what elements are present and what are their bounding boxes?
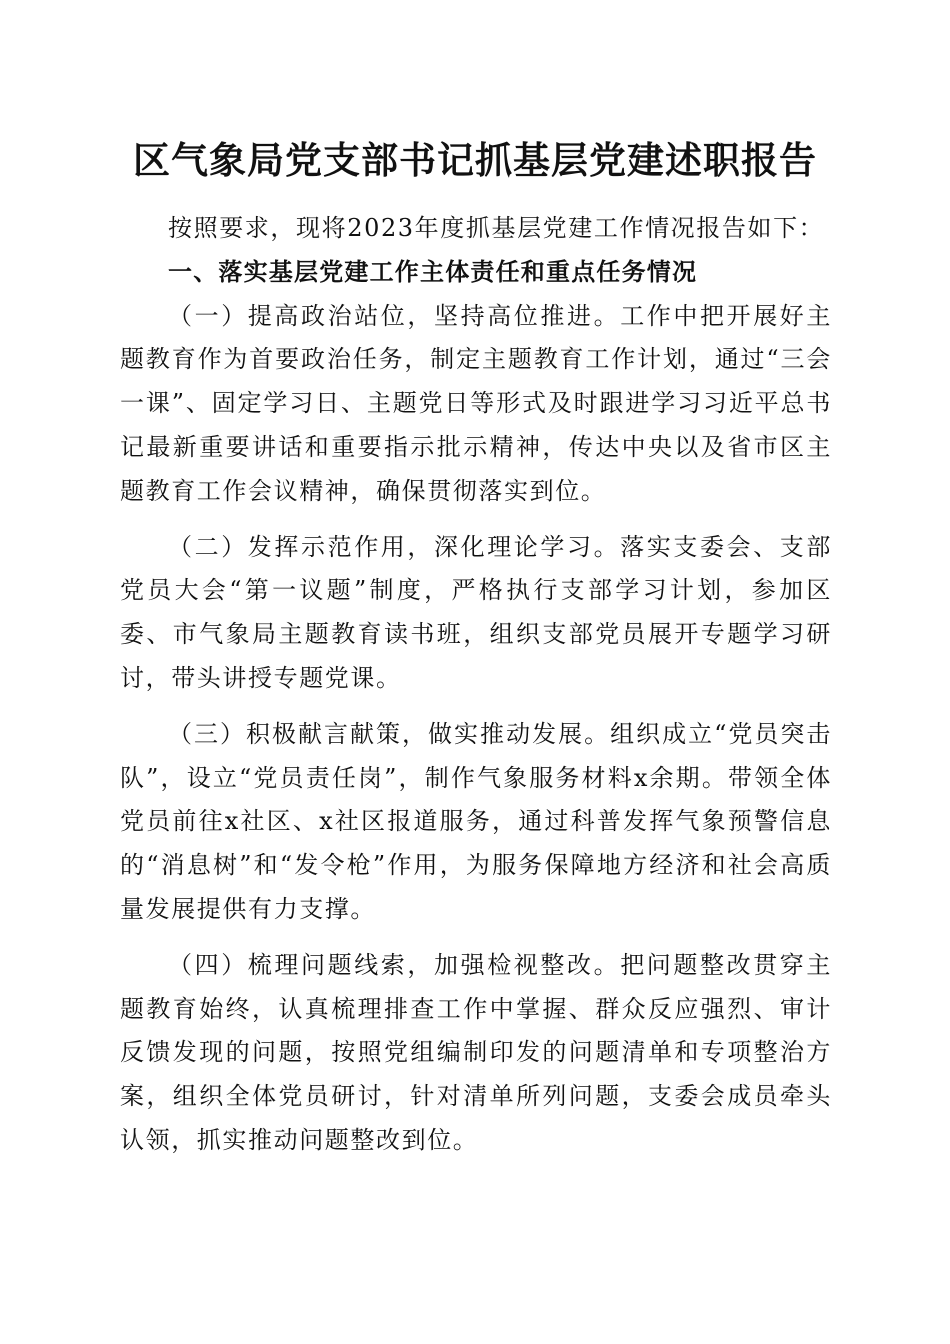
paragraph-spacer xyxy=(120,932,832,944)
body-paragraph-4: （四）梳理问题线索，加强检视整改。把问题整改贯穿主题教育始终，认真梳理排查工作中掌握、群众反应强烈、审计反馈发现的问题，按照党组编制印发的问题清单和专项整治方案，组织全体党员研讨，针对清单所列问题，支委会成员牵头认领，抓实推动问题整改到位。 xyxy=(120,950,832,1154)
section-heading: 一、落实基层党建工作主体责任和重点任务情况 xyxy=(168,257,698,286)
paragraph-spacer xyxy=(120,514,832,526)
intro-paragraph: 按照要求，现将2023年度抓基层党建工作情况报告如下： xyxy=(168,214,825,242)
body-paragraph-2: （二）发挥示范作用，深化理论学习。落实支委会、支部党员大会“第一议题”制度，严格执行支部学习计划，参加区委、市气象局主题教育读书班，组织支部党员展开专题学习研讨，带头讲授专题党课。 xyxy=(120,532,832,692)
document-body xyxy=(120,207,832,1163)
document-title: 区气象局党支部书记抓基层党建述职报告 xyxy=(133,138,817,182)
body-paragraph-3: （三）积极献言献策，做实推动发展。组织成立“党员突击队”，设立“党员责任岗”，制作气象服务材料x余期。带领全体党员前往x社区、x社区报道服务，通过科普发挥气象预警信息的“消息树”和“发令枪”作用，为服务保障地方经济和社会高质量发展提供有力支撑。 xyxy=(120,719,832,923)
body-paragraph-1: （一）提高政治站位，坚持高位推进。工作中把开展好主题教育作为首要政治任务，制定主题教育工作计划，通过“三会一课”、固定学习日、主题党日等形式及时跟进学习习近平总书记最新重要讲话和重要指示批示精神，传达中央以及省市区主题教育工作会议精神，确保贯彻落实到位。 xyxy=(120,301,832,505)
paragraph-spacer xyxy=(120,701,832,713)
